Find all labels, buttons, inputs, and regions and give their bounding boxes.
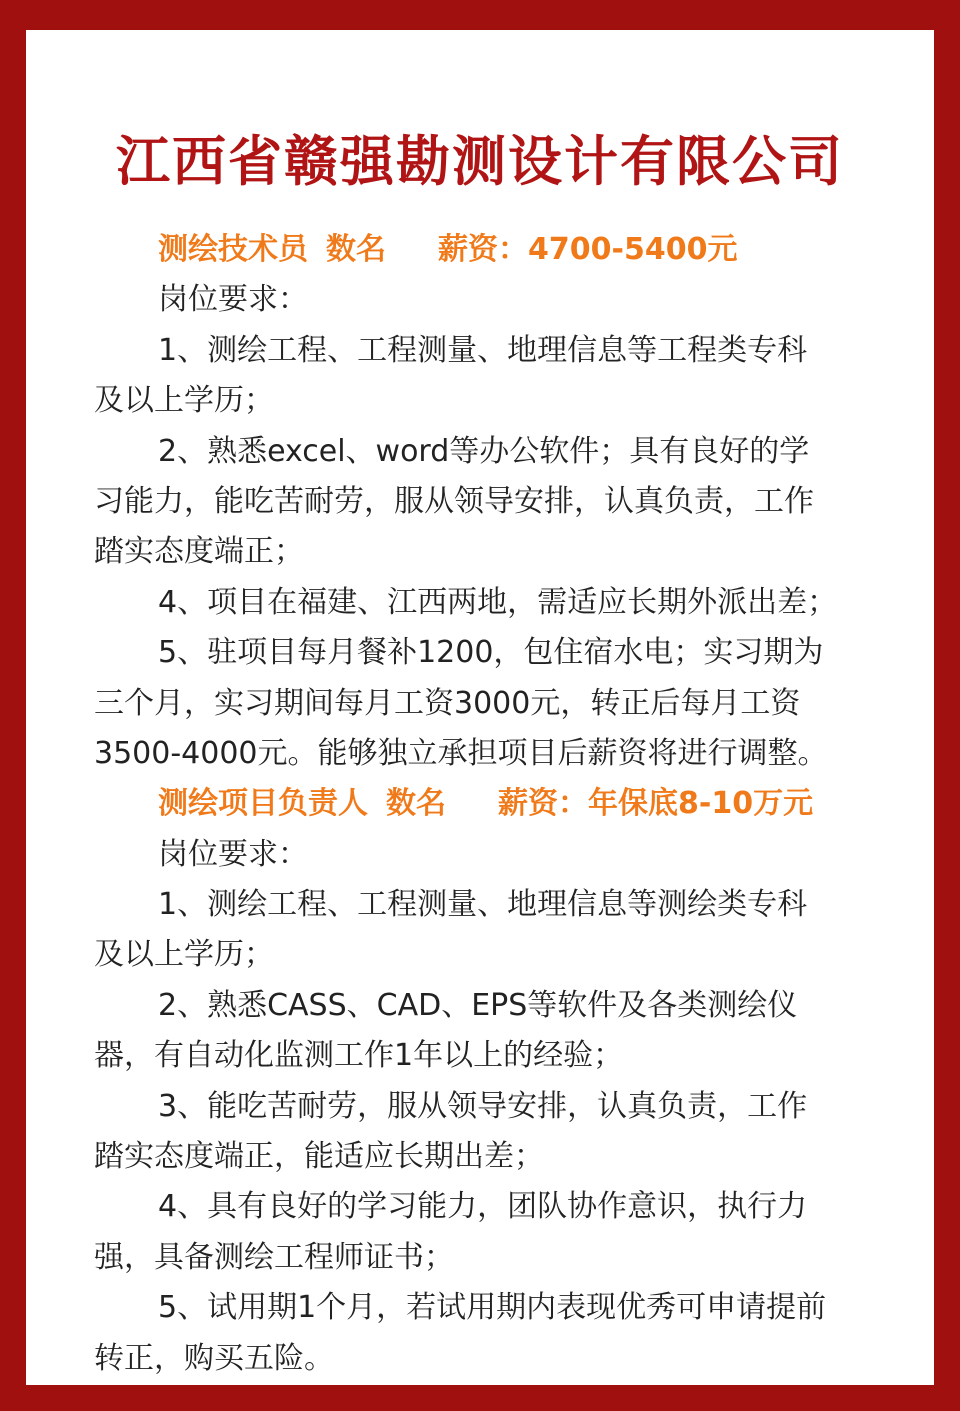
requirement-line: 踏实态度端正，能适应长期出差； [94,1139,544,1175]
requirement-line: 习能力，能吃苦耐劳，服从领导安排，认真负责，工作 [94,483,814,519]
requirement-line: 岗位要求： [158,282,308,318]
requirement-line: 3500-4000元。能够独立承担项目后薪资将进行调整。 [94,735,828,771]
job-salary: 薪资：年保底8-10万元 [498,786,814,822]
requirement-line: 强，具备测绘工程师证书； [94,1239,454,1275]
requirement-line: 5、试用期1个月，若试用期内表现优秀可申请提前 [158,1290,827,1326]
job-header-technician [94,225,866,275]
job-count: 数名 [386,786,446,822]
requirement-line: 三个月，实习期间每月工资3000元，转正后每月工资 [94,685,801,721]
requirement-line: 5、驻项目每月餐补1200，包住宿水电；实习期为 [158,635,824,671]
job-title: 测绘技术员 [158,232,308,267]
job-salary: 薪资：4700-5400元 [438,232,738,267]
poster-frame [26,30,934,1385]
job-title: 测绘项目负责人 [158,786,368,822]
requirement-line: 4、具有良好的学习能力，团队协作意识，执行力 [158,1189,808,1225]
requirement-line: 及以上学历； [94,937,274,973]
requirement-line: 1、测绘工程、工程测量、地理信息等工程类专科 [158,332,808,368]
requirement-line: 及以上学历； [94,383,274,419]
requirement-line: 器，有自动化监测工作1年以上的经验； [94,1038,624,1074]
job-count: 数名 [326,232,386,267]
job-header-project-lead [94,779,866,829]
company-title: 江西省赣强勘测设计有限公司 [116,130,844,193]
requirement-line: 2、熟悉CASS、CAD、EPS等软件及各类测绘仪 [158,987,798,1023]
requirement-line: 岗位要求： [158,836,308,872]
job-listings [94,225,866,1384]
requirement-line: 转正，购买五险。 [94,1340,334,1376]
requirement-line: 2、熟悉excel、word等办公软件；具有良好的学 [158,433,810,469]
requirement-line: 1、测绘工程、工程测量、地理信息等测绘类专科 [158,887,808,923]
requirement-line: 3、能吃苦耐劳，服从领导安排，认真负责，工作 [158,1088,808,1124]
requirement-line: 4、项目在福建、江西两地，需适应长期外派出差； [158,584,838,620]
requirement-line: 踏实态度端正； [94,534,304,570]
